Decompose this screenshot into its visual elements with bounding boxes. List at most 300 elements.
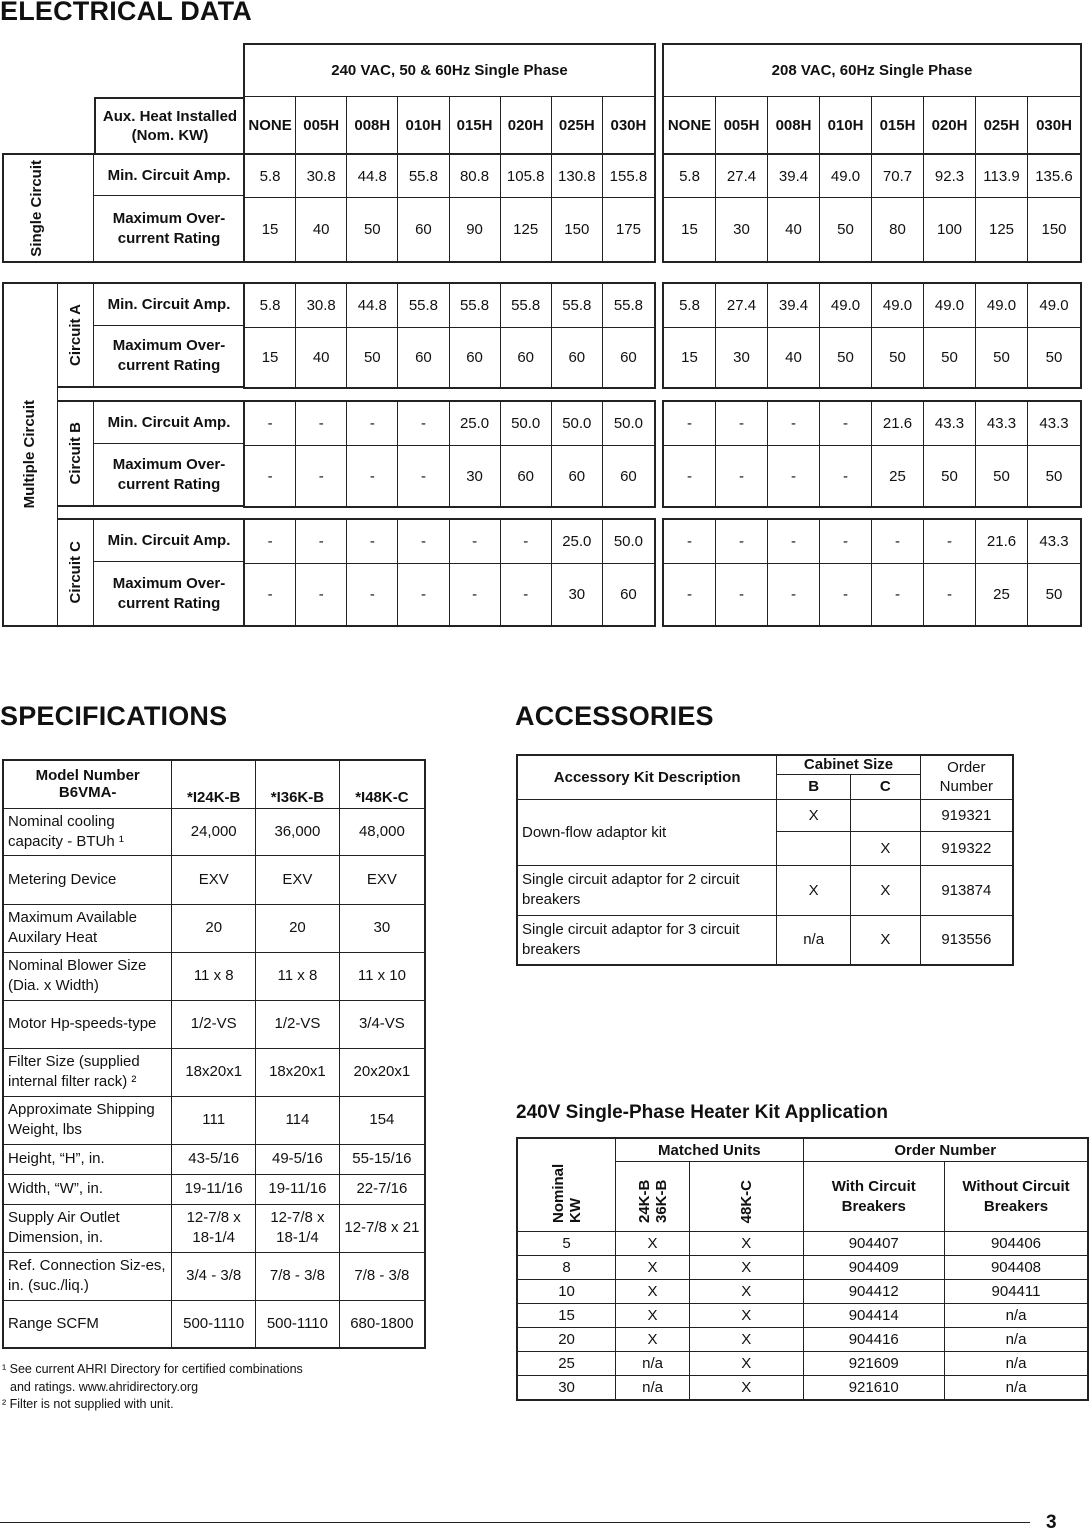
max-overcurrent-value: 125 [976,198,1028,261]
footnote-1: ¹ See current AHRI Directory for certified combinations [2,1362,303,1376]
heater-kit-cell: 904406 [944,1232,1088,1256]
max-overcurrent-value: 30 [450,446,501,506]
min-circuit-amp-value: 50.0 [501,402,552,446]
max-overcurrent-value: 40 [768,328,820,387]
spec-row-label: Motor Hp-speeds-type [3,1000,172,1048]
spec-row-label: Nominal cooling capacity - BTUh ¹ [3,808,172,855]
min-circuit-amp-value: - [664,402,716,446]
heater-kit-cell: X [690,1352,803,1376]
single-mca-label: Min. Circuit Amp. [94,155,244,196]
circuit-a-208-values [662,282,1082,389]
spec-row-value: 1/2-VS [256,1000,340,1048]
min-circuit-amp-value: 105.8 [501,155,552,198]
heater-kit-cell: 25 [517,1352,616,1376]
specifications-table [2,759,426,1349]
footnote-2: ² Filter is not supplied with unit. [2,1397,174,1411]
circuit-c-208-values [662,518,1082,627]
min-circuit-amp-value: 49.0 [976,284,1028,328]
acc-row-b [777,831,851,865]
heat-without-header: Without Circuit Breakers [944,1162,1088,1232]
heater-kit-cell: X [690,1232,803,1256]
spec-row-value: 12-7/8 x 18-1/4 [172,1204,256,1252]
max-overcurrent-value: 40 [296,328,347,387]
spec-row-label: Maximum Available Auxilary Heat [3,904,172,952]
spec-row-value: 7/8 - 3/8 [256,1252,340,1300]
heat-size-column-header: 020H [924,97,976,154]
heater-kit-cell: 5 [517,1232,616,1256]
max-overcurrent-value: 25 [872,446,924,506]
circuit-a-mca-label: Min. Circuit Amp. [94,284,244,326]
heat-size-column-header: 030H [1036,117,1072,134]
aux-heat-label: Aux. Heat Installed (Nom. KW) [94,97,244,153]
spec-row-value: 7/8 - 3/8 [339,1252,425,1300]
acc-row-desc: Down-flow adaptor kit [517,799,777,865]
acc-row-desc: Single circuit adaptor for 3 circuit breakers [517,915,777,965]
spec-row-value: 20 [172,904,256,952]
single-circuit-208-values [662,153,1082,263]
min-circuit-amp-value: - [347,402,398,446]
min-circuit-amp-value: 50.0 [603,520,654,564]
spec-row-value: 22-7/16 [339,1174,425,1204]
max-overcurrent-value: - [245,446,296,506]
spec-model-column: *I24K-B [172,760,256,808]
heat-units1-header: 24K-B 36K-B [635,1179,670,1223]
min-circuit-amp-value: 27.4 [716,284,768,328]
max-overcurrent-value: - [450,564,501,625]
max-overcurrent-value: 80 [872,198,924,261]
spec-row-value: 18x20x1 [172,1048,256,1096]
spec-row-value: 43-5/16 [172,1144,256,1174]
max-overcurrent-value: - [398,564,449,625]
max-overcurrent-value: 50 [1045,467,1063,485]
min-circuit-amp-value: - [716,402,768,446]
heat-size-column-header: 015H [872,97,924,154]
heat-size-column-header: NONE [245,97,296,154]
columns-208-header [662,96,1082,154]
spec-row-label: Metering Device [3,855,172,904]
max-overcurrent-value: 50 [872,328,924,387]
heater-kit-cell: X [690,1256,803,1280]
heater-kit-cell: 904416 [803,1328,944,1352]
max-overcurrent-value: - [768,564,820,625]
min-circuit-amp-value: 43.3 [1028,402,1080,446]
circuit-a-label-cell [58,284,94,388]
max-overcurrent-value: - [820,564,872,625]
min-circuit-amp-value: - [924,520,976,564]
max-overcurrent-value: 60 [552,328,603,387]
max-overcurrent-value: 50 [347,198,398,261]
min-circuit-amp-value: - [716,520,768,564]
max-overcurrent-value: 50 [976,446,1028,506]
min-circuit-amp-value: - [296,520,347,564]
spec-row-value: EXV [256,855,340,904]
multiple-circuit-label-cell [2,282,58,627]
min-circuit-amp-value: 5.8 [245,284,296,328]
acc-row-order: 919321 [920,799,1013,831]
max-overcurrent-value: 15 [664,328,716,387]
multiple-circuit-label: Multiple Circuit [21,400,38,509]
min-circuit-amp-value: 25.0 [552,520,603,564]
acc-row-c: X [851,831,921,865]
max-overcurrent-value: 60 [501,328,552,387]
heat-nominal-header: Nominal KW [549,1163,584,1223]
acc-c-header: C [851,774,921,799]
max-overcurrent-value: 50 [820,328,872,387]
columns-240-header [243,96,656,154]
max-overcurrent-value: 125 [501,198,552,261]
heat-size-column-header: 015H [450,97,501,154]
max-overcurrent-value: 60 [398,328,449,387]
heater-kit-cell: 921610 [803,1376,944,1400]
circuit-b-label: Circuit B [67,422,84,485]
heater-kit-cell: 921609 [803,1352,944,1376]
spec-row-value: 12-7/8 x 21 [339,1204,425,1252]
min-circuit-amp-value: - [296,402,347,446]
spec-row-value: 12-7/8 x 18-1/4 [256,1204,340,1252]
acc-row-c: X [851,915,921,965]
acc-row-order: 913556 [920,915,1013,965]
spec-row-label: Nominal Blower Size (Dia. x Width) [3,952,172,1000]
acc-row-c [851,799,921,831]
spec-row-value: EXV [339,855,425,904]
min-circuit-amp-value: 43.3 [1028,520,1080,564]
max-overcurrent-value: - [820,446,872,506]
spec-row-value: 55-15/16 [339,1144,425,1174]
min-circuit-amp-value: 44.8 [347,155,398,198]
electrical-data-title: ELECTRICAL DATA [0,0,252,26]
max-overcurrent-value: 15 [245,328,296,387]
spec-row-label: Height, “H”, in. [3,1144,172,1174]
max-overcurrent-value: - [347,564,398,625]
max-overcurrent-value: 30 [716,328,768,387]
max-overcurrent-value: 175 [615,221,641,238]
specifications-title: SPECIFICATIONS [0,701,228,731]
footnote-1b: and ratings. www.ahridirectory.org [10,1380,199,1394]
min-circuit-amp-value: 155.8 [603,155,654,198]
heat-size-column-header: 010H [398,97,449,154]
single-mocr-label: Maximum Over-current Rating [112,209,226,247]
acc-row-c: X [851,865,921,915]
min-circuit-amp-value: - [872,520,924,564]
spec-row-value: 11 x 8 [256,952,340,1000]
spec-model-column: *I48K-C [339,760,425,808]
heater-kit-title: 240V Single-Phase Heater Kit Application [516,1102,889,1123]
heat-size-column-header: 025H [552,97,603,154]
min-circuit-amp-value: - [450,520,501,564]
spec-row-label: Width, “W”, in. [3,1174,172,1204]
heat-units2-cell [690,1162,803,1232]
heat-size-column-header: 020H [501,97,552,154]
acc-b-header: B [777,774,851,799]
min-circuit-amp-value: - [501,520,552,564]
acc-row-b: X [777,799,851,831]
min-circuit-amp-value: 130.8 [552,155,603,198]
heater-kit-cell: 20 [517,1328,616,1352]
min-circuit-amp-value: 113.9 [976,155,1028,198]
heat-matched-header: Matched Units [616,1138,803,1162]
spec-row-value: 48,000 [339,808,425,855]
min-circuit-amp-value: 55.8 [398,155,449,198]
min-circuit-amp-value: 49.0 [820,284,872,328]
max-overcurrent-value: - [664,446,716,506]
heater-kit-cell: 30 [517,1376,616,1400]
heat-size-column-header: 010H [820,97,872,154]
heater-kit-cell: 904414 [803,1304,944,1328]
min-circuit-amp-value: - [398,402,449,446]
heat-size-column-header: 005H [716,97,768,154]
acc-row-order: 919322 [920,831,1013,865]
max-overcurrent-value: 150 [552,198,603,261]
heater-kit-cell: 10 [517,1280,616,1304]
heater-kit-table [516,1137,1089,1401]
spec-row-label: Filter Size (supplied internal filter rack) ² [3,1048,172,1096]
min-circuit-amp-value: 49.0 [872,284,924,328]
spec-row-value: 111 [172,1096,256,1144]
max-overcurrent-value: - [664,564,716,625]
max-overcurrent-value: 90 [450,198,501,261]
min-circuit-amp-value: - [664,520,716,564]
heat-size-column-header: 025H [976,97,1028,154]
min-circuit-amp-value: - [398,520,449,564]
heater-kit-cell: X [690,1304,803,1328]
circuit-c-mca-label: Min. Circuit Amp. [94,518,244,562]
acc-row-order: 913874 [920,865,1013,915]
max-overcurrent-value: - [716,446,768,506]
circuit-b-mca-label: Min. Circuit Amp. [94,400,244,444]
heater-kit-cell: X [616,1232,690,1256]
min-circuit-amp-value: 30.8 [296,284,347,328]
heater-kit-cell: 904408 [944,1256,1088,1280]
circuit-c-240-values [243,518,656,627]
min-circuit-amp-value: 55.8 [603,284,654,328]
acc-order-header: Order Number [920,755,1013,799]
min-circuit-amp-value: - [820,402,872,446]
max-overcurrent-value: - [768,446,820,506]
heater-kit-cell: X [690,1280,803,1304]
heater-kit-cell: X [616,1256,690,1280]
circuit-b-mocr-label: Maximum Over-current Rating [94,444,244,507]
min-circuit-amp-value: 27.4 [716,155,768,198]
max-overcurrent-value: 50 [924,328,976,387]
max-overcurrent-value: 50 [1045,349,1063,366]
min-circuit-amp-value: 49.0 [924,284,976,328]
heat-units2-header: 48K-C [737,1179,755,1223]
max-overcurrent-value: - [296,446,347,506]
max-overcurrent-value: - [245,564,296,625]
min-circuit-amp-value: 49.0 [1028,284,1080,328]
max-overcurrent-value: 60 [620,586,637,603]
circuit-a-240-values [243,282,656,389]
max-overcurrent-value: 60 [450,328,501,387]
circuit-c-mocr-label: Maximum Over-current Rating [112,574,226,612]
spec-row-value: 11 x 8 [172,952,256,1000]
heat-units1-cell [616,1162,690,1232]
spec-model-header: Model Number B6VMA- [3,760,172,808]
spec-row-value: 500-1110 [172,1300,256,1348]
max-overcurrent-value: - [872,564,924,625]
spec-row-value: 20 [256,904,340,952]
min-circuit-amp-value: 55.8 [552,284,603,328]
heater-kit-cell: n/a [944,1328,1088,1352]
min-circuit-amp-value: 55.8 [398,284,449,328]
heat-size-column-header: 008H [347,97,398,154]
heater-kit-cell: n/a [944,1304,1088,1328]
min-circuit-amp-value: 92.3 [924,155,976,198]
max-overcurrent-value: 15 [245,198,296,261]
heater-kit-cell: 15 [517,1304,616,1328]
heater-kit-cell: 904409 [803,1256,944,1280]
heat-size-column-header: 030H [610,117,647,134]
max-overcurrent-value: 150 [1041,221,1067,238]
spec-row-value: 19-11/16 [172,1174,256,1204]
max-overcurrent-value: 50 [820,198,872,261]
spec-row-value: 18x20x1 [256,1048,340,1096]
heater-kit-cell: 904412 [803,1280,944,1304]
heater-kit-cell: X [616,1280,690,1304]
max-overcurrent-value: 60 [552,446,603,506]
max-overcurrent-value: 50 [1045,586,1063,603]
acc-desc-header: Accessory Kit Description [517,755,777,799]
circuit-b-208-values [662,400,1082,508]
spec-row-label: Ref. Connection Siz-es, in. (suc./liq.) [3,1252,172,1300]
max-overcurrent-value: 60 [620,467,637,485]
min-circuit-amp-value: 5.8 [245,155,296,198]
spec-row-value: 680-1800 [339,1300,425,1348]
max-overcurrent-value: - [716,564,768,625]
max-overcurrent-value: 30 [716,198,768,261]
heater-kit-cell: 8 [517,1256,616,1280]
max-overcurrent-value: 60 [501,446,552,506]
min-circuit-amp-value: 39.4 [768,155,820,198]
max-overcurrent-value: 50 [976,328,1028,387]
spec-row-value: 114 [256,1096,340,1144]
min-circuit-amp-value: 50.0 [603,402,654,446]
spec-row-value: 24,000 [172,808,256,855]
max-overcurrent-value: - [924,564,976,625]
heater-kit-cell: 904407 [803,1232,944,1256]
max-overcurrent-value: 15 [664,198,716,261]
single-circuit-240-values [243,153,656,263]
page-number: 3 [1046,1512,1057,1533]
spec-row-label: Supply Air Outlet Dimension, in. [3,1204,172,1252]
spec-row-value: 154 [339,1096,425,1144]
heater-kit-cell: n/a [616,1376,690,1400]
heat-size-column-header: NONE [664,97,716,154]
spec-row-label: Range SCFM [3,1300,172,1348]
group-240vac-header: 240 VAC, 50 & 60Hz Single Phase [243,43,656,96]
max-overcurrent-value: 60 [398,198,449,261]
circuit-b-240-values [243,400,656,508]
group-208vac-header: 208 VAC, 60Hz Single Phase [662,43,1082,96]
max-overcurrent-value: 60 [620,349,637,366]
acc-row-b: n/a [777,915,851,965]
heat-nominal-cell [517,1138,616,1232]
heater-kit-cell: n/a [944,1376,1088,1400]
single-circuit-label: Single Circuit [27,159,45,257]
heater-kit-cell: 904411 [944,1280,1088,1304]
acc-cabinet-header: Cabinet Size [777,755,920,774]
max-overcurrent-value: 50 [924,446,976,506]
spec-row-value: 49-5/16 [256,1144,340,1174]
max-overcurrent-value: - [501,564,552,625]
min-circuit-amp-value: 44.8 [347,284,398,328]
spec-row-value: 19-11/16 [256,1174,340,1204]
max-overcurrent-value: 40 [296,198,347,261]
spec-row-label: Approximate Shipping Weight, lbs [3,1096,172,1144]
max-overcurrent-value: 50 [347,328,398,387]
circuit-c-label-cell [58,518,94,625]
min-circuit-amp-value: 49.0 [820,155,872,198]
heater-kit-cell: n/a [616,1352,690,1376]
acc-row-desc: Single circuit adaptor for 2 circuit breakers [517,865,777,915]
min-circuit-amp-value: 70.7 [872,155,924,198]
min-circuit-amp-value: 25.0 [450,402,501,446]
min-circuit-amp-value: 43.3 [976,402,1028,446]
min-circuit-amp-value: - [245,520,296,564]
heat-order-header: Order Number [803,1138,1088,1162]
spec-row-value: 11 x 10 [339,952,425,1000]
min-circuit-amp-value: - [820,520,872,564]
heater-kit-cell: n/a [944,1352,1088,1376]
heat-size-column-header: 008H [768,97,820,154]
min-circuit-amp-value: - [245,402,296,446]
min-circuit-amp-value: 43.3 [924,402,976,446]
heater-kit-cell: X [690,1376,803,1400]
acc-row-b: X [777,865,851,915]
min-circuit-amp-value: - [768,520,820,564]
min-circuit-amp-value: 21.6 [976,520,1028,564]
spec-row-value: 30 [339,904,425,952]
spec-model-column: *I36K-B [256,760,340,808]
max-overcurrent-value: 30 [552,564,603,625]
min-circuit-amp-value: 135.6 [1028,155,1080,198]
heater-kit-cell: X [690,1328,803,1352]
footer-rule [0,1522,1030,1523]
heater-kit-cell: X [616,1304,690,1328]
circuit-c-label: Circuit C [67,541,84,604]
max-overcurrent-value: - [296,564,347,625]
accessories-table [516,754,1014,966]
circuit-a-label: Circuit A [67,304,84,366]
spec-row-value: EXV [172,855,256,904]
heater-kit-cell: X [616,1328,690,1352]
min-circuit-amp-value: 5.8 [664,284,716,328]
min-circuit-amp-value: 39.4 [768,284,820,328]
circuit-a-mocr-label: Maximum Over-current Rating [94,326,244,388]
single-circuit-label-cell [2,153,94,263]
min-circuit-amp-value: - [768,402,820,446]
min-circuit-amp-value: 50.0 [552,402,603,446]
min-circuit-amp-value: 21.6 [872,402,924,446]
spec-row-value: 1/2-VS [172,1000,256,1048]
min-circuit-amp-value: - [347,520,398,564]
min-circuit-amp-value: 5.8 [664,155,716,198]
heat-size-column-header: 005H [296,97,347,154]
max-overcurrent-value: 100 [924,198,976,261]
heat-with-header: With Circuit Breakers [803,1162,944,1232]
circuit-b-label-cell [58,400,94,507]
spec-row-value: 500-1110 [256,1300,340,1348]
min-circuit-amp-value: 55.8 [450,284,501,328]
max-overcurrent-value: - [347,446,398,506]
accessories-title: ACCESSORIES [515,701,714,731]
min-circuit-amp-value: 55.8 [501,284,552,328]
max-overcurrent-value: 40 [768,198,820,261]
max-overcurrent-value: 25 [976,564,1028,625]
spec-row-value: 3/4 - 3/8 [172,1252,256,1300]
min-circuit-amp-value: 80.8 [450,155,501,198]
spec-row-value: 20x20x1 [339,1048,425,1096]
